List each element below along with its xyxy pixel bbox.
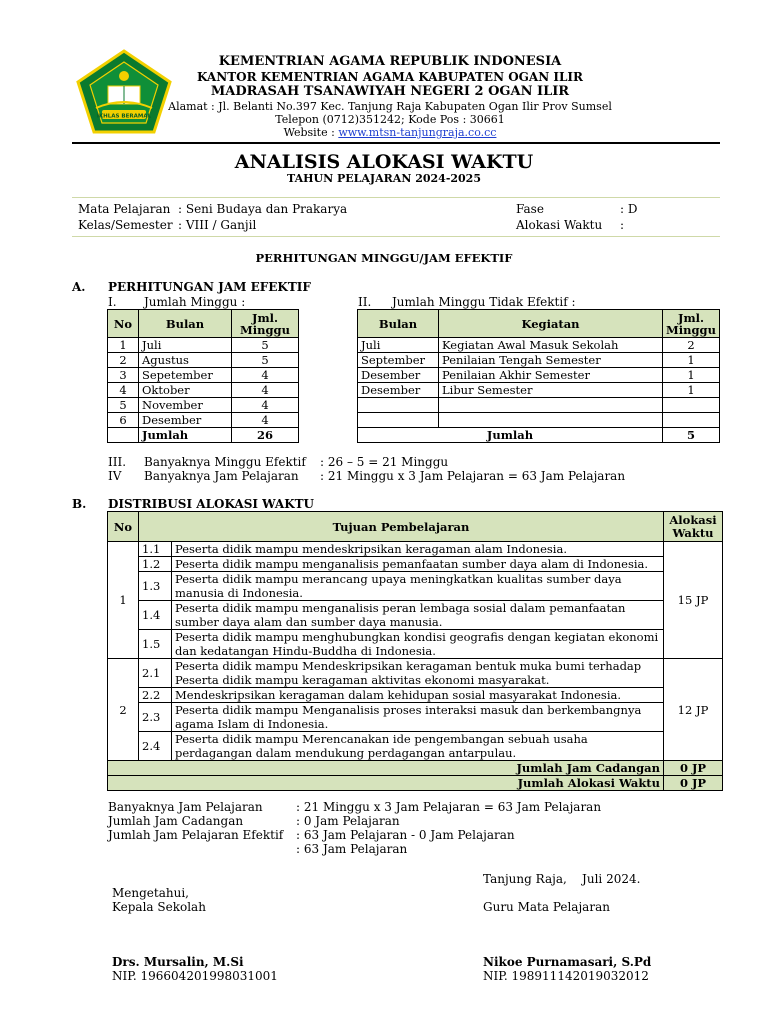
iv-label: Banyaknya Jam Pelajaran — [144, 469, 299, 483]
dist-group-no: 1 — [108, 542, 139, 659]
section-b-title: DISTRIBUSI ALOKASI WAKTU — [108, 497, 315, 511]
section-a-letter: A. — [72, 280, 86, 294]
dist-item-text: Peserta didik mampu Merencanakan ide pengembangan sebuah usaha perdagangan dalam mendukung perdagangan antarpulau. — [172, 732, 664, 761]
weeks-count: 4 — [232, 413, 299, 428]
section-title: PERHITUNGAN MINGGU/JAM EFEKTIF — [255, 251, 513, 265]
ne-activity — [439, 398, 663, 413]
table-row — [108, 353, 299, 368]
header-address: Alamat : Jl. Belanti No.397 Kec. Tanjung Raja Kabupaten Ogan Ilir Prov Sumsel — [168, 100, 612, 113]
ne-month — [358, 398, 439, 413]
website-link[interactable]: www.mtsn-tanjungraja.co.cc — [338, 126, 497, 139]
dist-header-goal: Tujuan Pembelajaran — [139, 512, 664, 542]
ne-header-activity: Kegiatan — [439, 310, 663, 338]
header-school: MADRASAH TSANAWIYAH NEGERI 2 OGAN ILIR — [210, 84, 570, 99]
ne-header-month: Bulan — [358, 310, 439, 338]
dist-item-code: 2.3 — [139, 703, 172, 732]
weeks-month: Sepetember — [139, 368, 232, 383]
dist-group-time: 15 JP — [664, 542, 723, 659]
info-bottom-rule — [72, 236, 720, 237]
dist-item-text: Mendeskripsikan keragaman dalam kehidupan sosial masyarakat Indonesia. — [172, 688, 664, 703]
dist-item-code: 1.2 — [139, 557, 172, 572]
ne-count: 1 — [663, 368, 720, 383]
dist-item-code: 2.1 — [139, 659, 172, 688]
dist-reserve-value: 0 JP — [664, 761, 723, 776]
dist-item-text: Peserta didik mampu menganalisis peran lembaga sosial dalam pemanfaatan sumber daya alam dan sumber daya manusia. — [172, 601, 664, 630]
iii-num: III. — [108, 455, 127, 469]
section-a-title: PERHITUNGAN JAM EFEKTIF — [108, 280, 311, 294]
ne-activity: Penilaian Tengah Semester — [439, 353, 663, 368]
table-row — [358, 353, 720, 368]
ne-count: 1 — [663, 353, 720, 368]
non-effective-table — [357, 309, 720, 443]
dist-reserve-row — [108, 761, 723, 776]
iii-label: Banyaknya Minggu Efektif — [144, 455, 306, 469]
mengetahui-label: Mengetahui, — [112, 886, 189, 900]
dist-item-code: 1.4 — [139, 601, 172, 630]
table-row — [108, 383, 299, 398]
dist-item-code: 1.1 — [139, 542, 172, 557]
dist-item-text: Peserta didik mampu mendeskripsikan keragaman alam Indonesia. — [172, 542, 664, 557]
weeks-no: 4 — [108, 383, 139, 398]
table-row — [108, 413, 299, 428]
ne-total-value: 5 — [663, 428, 720, 443]
summary-value-1: : 21 Minggu x 3 Jam Pelajaran = 63 Jam Pelajaran — [296, 800, 602, 814]
table-row — [108, 659, 723, 688]
summary-label-2: Jumlah Jam Cadangan — [108, 814, 244, 828]
weeks-total-blank — [108, 428, 139, 443]
sub2-num: II. — [358, 295, 372, 309]
dist-item-text: Peserta didik mampu Menganalisis proses interaksi masuk dan berkembangnya agama Islam di Indonesia. — [172, 703, 664, 732]
ne-month: Juli — [358, 338, 439, 353]
summary-label-1: Banyaknya Jam Pelajaran — [108, 800, 263, 814]
weeks-count: 5 — [232, 338, 299, 353]
kelas-label: Kelas/Semester — [78, 218, 173, 232]
sub2-label: Jumlah Minggu Tidak Efektif : — [392, 295, 576, 309]
ne-activity — [439, 413, 663, 428]
table-row — [108, 688, 723, 703]
table-row — [358, 398, 720, 413]
table-row — [108, 542, 723, 557]
dist-item-code: 2.2 — [139, 688, 172, 703]
weeks-total-label: Jumlah — [139, 428, 232, 443]
weeks-header-count: Jml. Minggu — [232, 310, 299, 338]
table-row — [358, 368, 720, 383]
summary-label-3: Jumlah Jam Pelajaran Efektif — [108, 828, 284, 842]
weeks-total-row — [108, 428, 299, 443]
ne-month: Desember — [358, 383, 439, 398]
table-row — [358, 413, 720, 428]
fase-value: : D — [620, 202, 638, 216]
weeks-no: 3 — [108, 368, 139, 383]
iv-num: IV — [108, 469, 122, 483]
weeks-count: 5 — [232, 353, 299, 368]
table-row — [108, 630, 723, 659]
kemenag-logo — [72, 48, 176, 136]
header-website — [180, 126, 600, 139]
teacher-nip: NIP. 198911142019032012 — [483, 969, 649, 983]
dist-reserve-label: Jumlah Jam Cadangan — [108, 761, 664, 776]
dist-total-row — [108, 776, 723, 791]
weeks-month: Desember — [139, 413, 232, 428]
dist-total-label: Jumlah Alokasi Waktu — [108, 776, 664, 791]
weeks-month: November — [139, 398, 232, 413]
table-row — [108, 572, 723, 601]
header-phone: Telepon (0712)351242; Kode Pos : 30661 — [275, 113, 505, 126]
table-row — [358, 338, 720, 353]
dist-item-text: Peserta didik mampu menghubungkan kondisi geografis dengan kegiatan ekonomi dan kedatangan Hindu-Buddha di Indonesia. — [172, 630, 664, 659]
header-ministry: KEMENTRIAN AGAMA REPUBLIK INDONESIA — [218, 54, 562, 69]
dist-item-code: 2.4 — [139, 732, 172, 761]
ne-count — [663, 413, 720, 428]
weeks-count: 4 — [232, 368, 299, 383]
weeks-no: 5 — [108, 398, 139, 413]
table-row — [108, 338, 299, 353]
place-date: Tanjung Raja, Juli 2024. — [483, 872, 641, 886]
weeks-month: Juli — [139, 338, 232, 353]
dist-header-time: Alokasi Waktu — [664, 512, 723, 542]
weeks-month: Agustus — [139, 353, 232, 368]
doc-subtitle: TAHUN PELAJARAN 2024-2025 — [286, 172, 481, 185]
ne-total-label: Jumlah — [358, 428, 663, 443]
table-row — [108, 601, 723, 630]
dist-item-code: 1.3 — [139, 572, 172, 601]
dist-item-code: 1.5 — [139, 630, 172, 659]
summary-value-3: : 63 Jam Pelajaran - 0 Jam Pelajaran — [296, 828, 515, 842]
mapel-label: Mata Pelajaran — [78, 202, 171, 216]
weeks-total-value: 26 — [232, 428, 299, 443]
table-row — [108, 732, 723, 761]
fase-label: Fase — [516, 202, 544, 216]
dist-group-no: 2 — [108, 659, 139, 761]
weeks-count: 4 — [232, 398, 299, 413]
weeks-no: 1 — [108, 338, 139, 353]
dist-item-text: Peserta didik mampu merancang upaya meningkatkan kualitas sumber daya manusia di Indonesia. — [172, 572, 664, 601]
ne-month: September — [358, 353, 439, 368]
headmaster-title: Kepala Sekolah — [112, 900, 206, 914]
table-row — [358, 383, 720, 398]
table-row — [108, 398, 299, 413]
table-row — [108, 368, 299, 383]
ne-month: Desember — [358, 368, 439, 383]
alokasi-label: Alokasi Waktu — [516, 218, 603, 232]
header-office: KANTOR KEMENTRIAN AGAMA KABUPATEN OGAN ILIR — [196, 70, 584, 84]
sub1-label: Jumlah Minggu : — [144, 295, 246, 309]
ne-count — [663, 398, 720, 413]
info-top-rule — [72, 197, 720, 198]
kelas-value: : VIII / Ganjil — [178, 218, 257, 232]
headmaster-nip: NIP. 196604201998031001 — [112, 969, 278, 983]
ne-count: 2 — [663, 338, 720, 353]
distribution-table — [107, 511, 723, 791]
dist-group-time: 12 JP — [664, 659, 723, 761]
dist-item-text: Peserta didik mampu menganalisis pemanfaatan sumber daya alam di Indonesia. — [172, 557, 664, 572]
summary-value-2: : 0 Jam Pelajaran — [296, 814, 400, 828]
ne-activity: Kegiatan Awal Masuk Sekolah — [439, 338, 663, 353]
website-label: Website : — [283, 126, 339, 139]
dist-header-no: No — [108, 512, 139, 542]
ne-activity: Penilaian Akhir Semester — [439, 368, 663, 383]
summary-value-4: : 63 Jam Pelajaran — [296, 842, 408, 856]
ne-total-row — [358, 428, 720, 443]
teacher-title: Guru Mata Pelajaran — [483, 900, 610, 914]
sub1-num: I. — [108, 295, 117, 309]
headmaster-name: Drs. Mursalin, M.Si — [112, 955, 244, 969]
logo-motto: IKHLAS BERAMAL — [96, 113, 152, 120]
mapel-value: : Seni Budaya dan Prakarya — [178, 202, 348, 216]
weeks-month: Oktober — [139, 383, 232, 398]
ne-activity: Libur Semester — [439, 383, 663, 398]
weeks-header-no: No — [108, 310, 139, 338]
alokasi-value: : — [620, 218, 625, 232]
section-b-letter: B. — [72, 497, 87, 511]
doc-title: ANALISIS ALOKASI WAKTU — [234, 151, 534, 173]
dist-total-value: 0 JP — [664, 776, 723, 791]
ne-month — [358, 413, 439, 428]
header-divider — [72, 142, 720, 144]
ne-header-count: Jml. Minggu — [663, 310, 720, 338]
ne-count: 1 — [663, 383, 720, 398]
iii-value: : 26 – 5 = 21 Minggu — [320, 455, 449, 469]
teacher-name: Nikoe Purnamasari, S.Pd — [483, 955, 652, 969]
table-row — [108, 557, 723, 572]
dist-item-text: Peserta didik mampu Mendeskripsikan keragaman bentuk muka bumi terhadap Peserta didik mampu keragaman aktivitas ekonomi masyarakat. — [172, 659, 664, 688]
weeks-count: 4 — [232, 383, 299, 398]
iv-value: : 21 Minggu x 3 Jam Pelajaran = 63 Jam Pelajaran — [320, 469, 626, 483]
weeks-no: 6 — [108, 413, 139, 428]
weeks-no: 2 — [108, 353, 139, 368]
table-row — [108, 703, 723, 732]
weeks-table — [107, 309, 299, 443]
weeks-header-month: Bulan — [139, 310, 232, 338]
